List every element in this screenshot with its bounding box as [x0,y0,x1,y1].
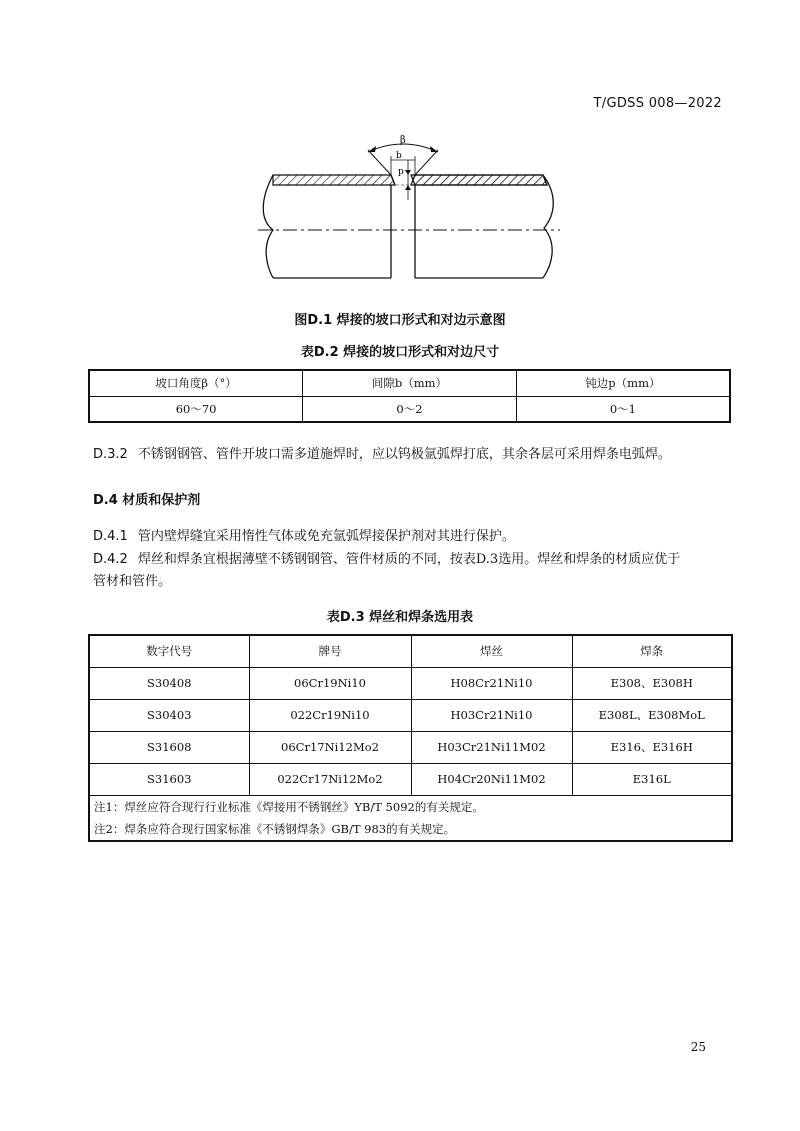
weld-groove-diagram [240,130,560,290]
paragraph-d41 [93,526,733,548]
page-number: 25 [690,1040,706,1054]
label-beta: β [400,135,406,146]
paragraph-d42 [93,549,733,593]
table-d2-caption: 表D.2 焊接的坡口形式和对边尺寸 [300,345,500,360]
table-d3 [88,634,733,842]
table-cell: S31608 [89,731,249,763]
table-cell: E308、E308H [572,667,732,699]
table-cell: 06Cr17Ni12Mo2 [249,731,411,763]
table-notes [89,795,732,841]
table-cell: 0～2 [303,396,517,422]
table-row [89,667,732,699]
table-d2 [88,369,731,423]
table-header-cell: 数字代号 [89,635,249,667]
right-pipe [411,175,553,278]
clause-text: 管内壁焊缝宜采用惰性气体或免充氩弧焊接保护剂对其进行保护。 [137,529,515,544]
left-pipe [263,175,395,278]
document-code: T/GDSS 008—2022 [593,96,722,111]
table-cell: 60～70 [89,396,303,422]
table-cell: S30408 [89,667,249,699]
table-row [89,699,732,731]
table-cell: H03Cr21Ni11M02 [411,731,572,763]
table-cell: S31603 [89,763,249,795]
clause-text-continued: 管材和管件。 [93,574,172,589]
clause-number: D.4.1 [93,529,128,544]
clause-number: D.4.2 [93,552,128,567]
clause-text: 焊丝和焊条宜根据薄壁不锈钢钢管、管件材质的不同，按表D.3选用。焊丝和焊条的材质应优于 [137,552,681,567]
figure-caption: 图D.1 焊接的坡口形式和对边示意图 [294,313,506,328]
table-header-cell: 牌号 [249,635,411,667]
table-cell: H03Cr21Ni10 [411,699,572,731]
table-cell: 022Cr17Ni12Mo2 [249,763,411,795]
table-note: 注1：焊丝应符合现行行业标准《焊接用不锈钢丝》YB/T 5092的有关规定。 [94,799,484,814]
clause-text: 不锈钢钢管、管件开坡口需多道施焊时，应以钨极氩弧焊打底，其余各层可采用焊条电弧焊。 [137,447,671,462]
table-row [89,763,732,795]
weld-groove-figure [240,130,560,294]
label-p: p [398,167,404,177]
label-b: b [396,151,402,161]
table-cell: E316L [572,763,732,795]
table-header-cell: 焊丝 [411,635,572,667]
section-d4-title: D.4 材质和保护剂 [93,493,201,508]
table-note: 注2：焊条应符合现行国家标准《不锈钢焊条》GB/T 983的有关规定。 [94,821,456,836]
clause-number: D.3.2 [93,447,128,462]
table-header-cell: 焊条 [572,635,732,667]
table-cell: 06Cr19Ni10 [249,667,411,699]
table-header-cell: 钝边p（mm） [516,370,730,396]
table-header-cell: 间隙b（mm） [303,370,517,396]
table-row [89,731,732,763]
paragraph-d32 [93,444,733,466]
table-cell: 022Cr19Ni10 [249,699,411,731]
table-cell: H08Cr21Ni10 [411,667,572,699]
table-cell: E316、E316H [572,731,732,763]
table-cell: H04Cr20Ni11M02 [411,763,572,795]
table-cell: E308L、E308MoL [572,699,732,731]
table-cell: 0～1 [516,396,730,422]
table-header-cell: 坡口角度β（°） [89,370,303,396]
table-d3-caption: 表D.3 焊丝和焊条选用表 [326,610,474,625]
table-cell: S30403 [89,699,249,731]
table-notes-row [89,795,732,841]
